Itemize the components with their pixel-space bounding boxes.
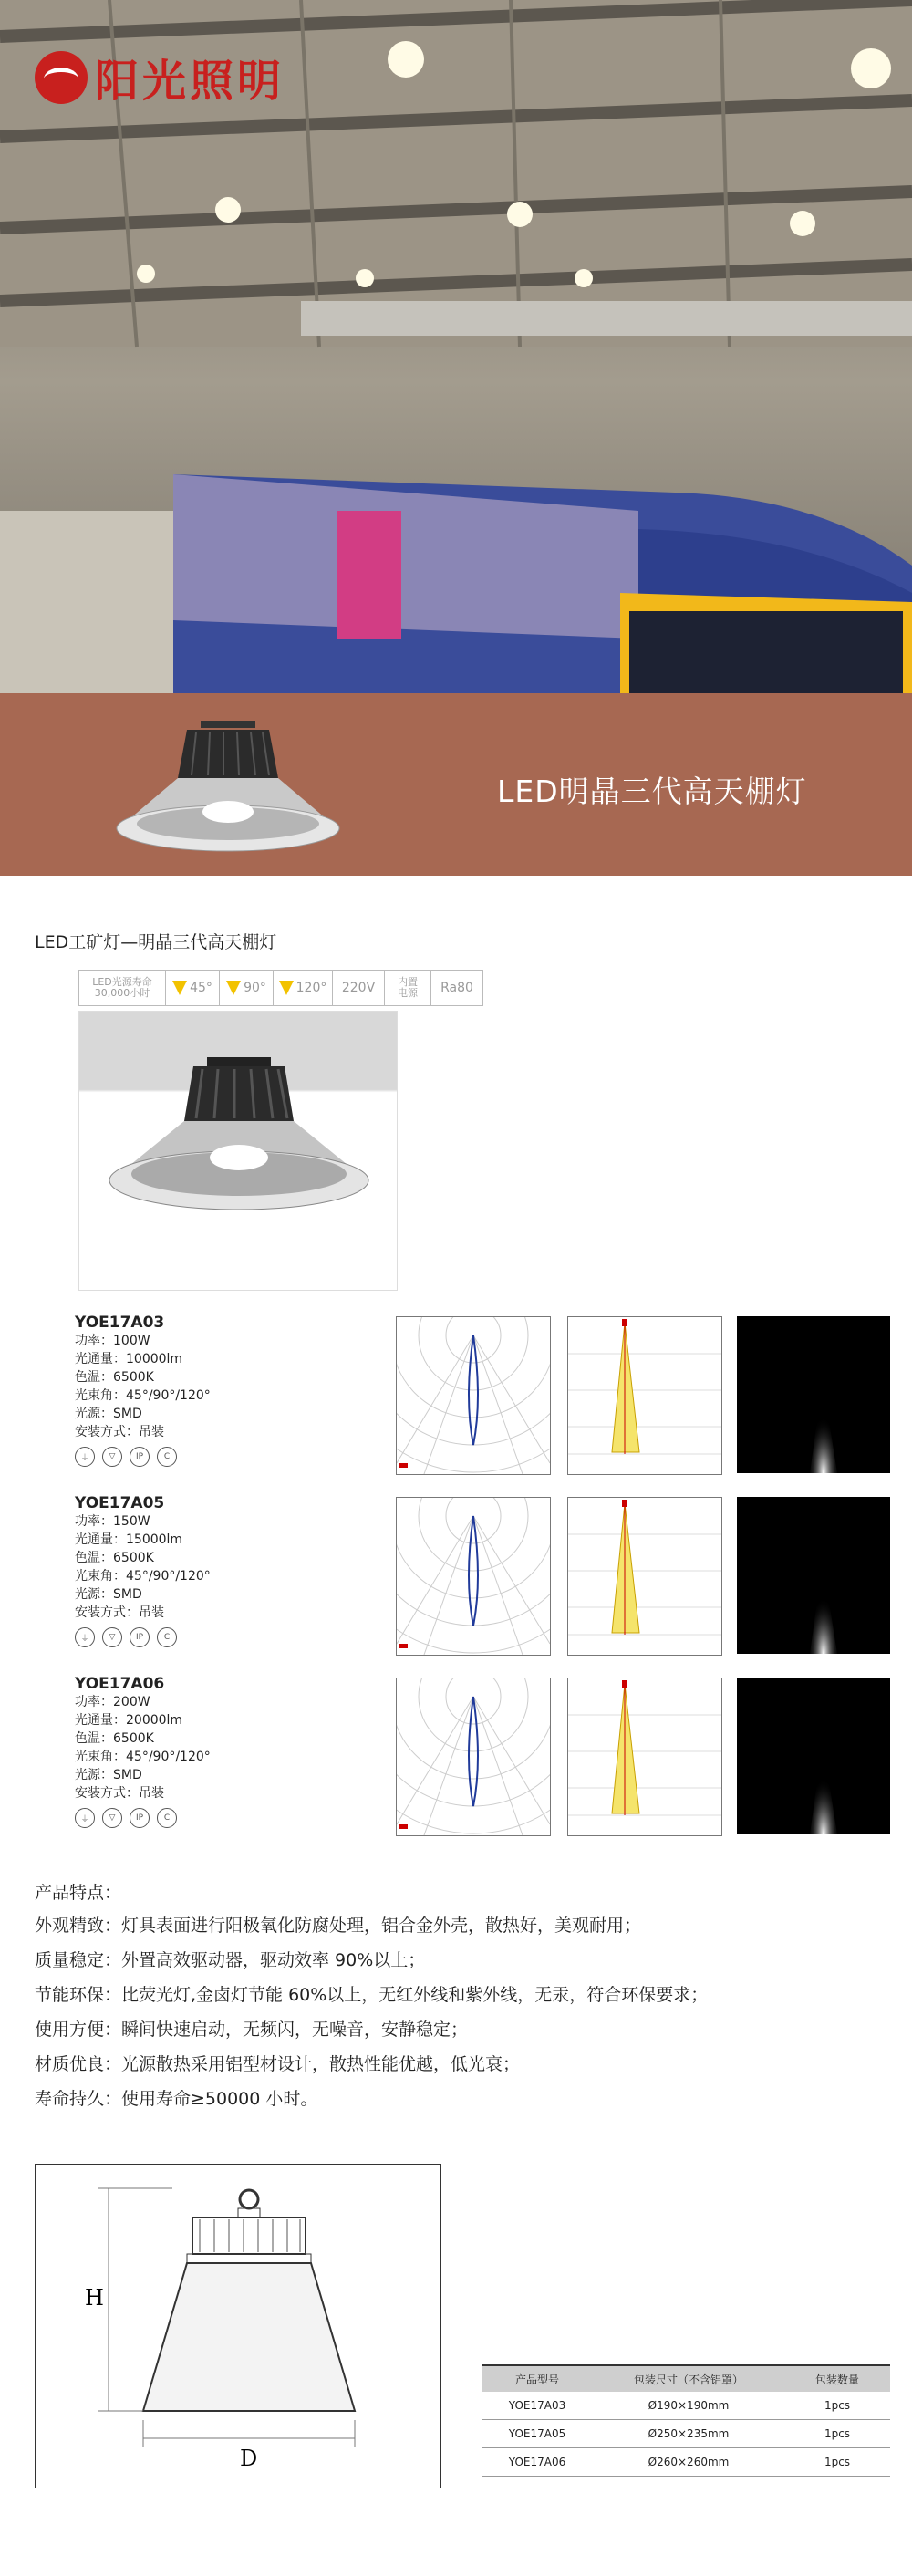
spec-mount: 安装方式：吊装 (75, 1425, 164, 1439)
table-row (482, 2448, 890, 2477)
beam-photo (737, 1316, 890, 1473)
model-name: YOE17A03 (75, 1314, 165, 1332)
beam-photo (737, 1497, 890, 1654)
ccc-icon: C (157, 1808, 177, 1828)
beam-cone-diagram (567, 1678, 722, 1836)
spec-power: 功率：100W (75, 1334, 150, 1348)
spec-mount: 安装方式：吊装 (75, 1605, 164, 1620)
model-name: YOE17A05 (75, 1494, 165, 1512)
spec-cct: 色温：6500K (75, 1551, 154, 1565)
cert-icons (75, 1808, 211, 1828)
ground-icon: ⏚ (75, 1447, 95, 1467)
badge-45: 45° (166, 971, 220, 1005)
spec-cct: 色温：6500K (75, 1370, 154, 1385)
spec-beam: 光束角：45°/90°/120° (75, 1750, 211, 1764)
badge-90: 90° (220, 971, 274, 1005)
table-row (482, 2392, 890, 2420)
banner-lamp-image (109, 710, 347, 860)
f-mark-icon: ▽ (102, 1447, 122, 1467)
height-label: H (85, 2285, 104, 2311)
spec-beam: 光束角：45°/90°/120° (75, 1388, 211, 1403)
polar-distribution-diagram (396, 1497, 551, 1656)
brand-name: 阳光照明 (95, 56, 285, 107)
spec-source: 光源：SMD (75, 1768, 142, 1782)
f-mark-icon: ▽ (102, 1808, 122, 1828)
beam-cone-diagram (567, 1316, 722, 1475)
feature-item: 外观精致：灯具表面进行阳极氧化防腐处理，铝合金外壳，散热好，美观耐用； (35, 1916, 642, 1936)
model-spec-2 (75, 1494, 211, 1647)
spec-flux: 光通量：15000lm (75, 1532, 183, 1547)
cell-model: YOE17A03 (508, 2399, 566, 2412)
brand-logo-icon (35, 51, 88, 104)
header-model: 产品型号 (514, 2373, 559, 2386)
features-title: 产品特点： (35, 1883, 122, 1903)
cell-qty: 1pcs (824, 2456, 851, 2468)
diameter-label: D (240, 2446, 258, 2471)
badge-lifetime: LED光源寿命 30,000小时 (79, 971, 166, 1005)
banner-title: LED明晶三代高天棚灯 (497, 774, 807, 809)
header-qty: 包装数量 (814, 2373, 859, 2386)
feature-badges (78, 970, 483, 1006)
model-spec-3 (75, 1675, 211, 1828)
polar-distribution-diagram (396, 1678, 551, 1836)
badge-voltage: 220V (333, 971, 385, 1005)
spec-power: 功率：150W (75, 1514, 150, 1529)
beam-triangle-icon (172, 981, 187, 995)
spec-mount: 安装方式：吊装 (75, 1786, 164, 1801)
cell-size: Ø250×235mm (648, 2427, 730, 2440)
ccc-icon: C (157, 1447, 177, 1467)
table-row (482, 2420, 890, 2448)
table-header (482, 2364, 890, 2392)
cert-icons (75, 1447, 211, 1467)
cell-size: Ø190×190mm (648, 2399, 730, 2412)
spec-beam: 光束角：45°/90°/120° (75, 1569, 211, 1584)
ip-rating-icon: IP (130, 1808, 150, 1828)
f-mark-icon: ▽ (102, 1627, 122, 1647)
badge-120: 120° (274, 971, 333, 1005)
feature-item: 寿命持久：使用寿命≥50000 小时。 (35, 2089, 318, 2109)
beam-photo (737, 1678, 890, 1834)
feature-item: 质量稳定：外置高效驱动器，驱动效率 90%以上； (35, 1950, 426, 1970)
spec-power: 功率：200W (75, 1695, 150, 1709)
product-photo (78, 1011, 398, 1291)
cert-icons (75, 1627, 211, 1647)
beam-triangle-icon (279, 981, 294, 995)
badge-driver: 内置 电源 (385, 971, 431, 1005)
ip-rating-icon: IP (130, 1447, 150, 1467)
brand-logo (35, 46, 285, 109)
spec-source: 光源：SMD (75, 1587, 142, 1602)
model-name: YOE17A06 (75, 1675, 165, 1693)
spec-cct: 色温：6500K (75, 1731, 154, 1746)
spec-source: 光源：SMD (75, 1407, 142, 1421)
polar-distribution-diagram (396, 1316, 551, 1475)
dimension-drawing (35, 2164, 441, 2488)
section-title: LED工矿灯—明晶三代高天棚灯 (35, 932, 277, 952)
ground-icon: ⏚ (75, 1808, 95, 1828)
ground-icon: ⏚ (75, 1627, 95, 1647)
product-lamp-image (79, 1012, 397, 1290)
cell-model: YOE17A06 (508, 2456, 566, 2468)
ccc-icon: C (157, 1627, 177, 1647)
dimension-drawing-svg (36, 2165, 440, 2488)
cell-size: Ø260×260mm (648, 2456, 730, 2468)
ip-rating-icon: IP (130, 1627, 150, 1647)
badge-ra: Ra80 (440, 981, 473, 995)
spec-flux: 光通量：20000lm (75, 1713, 183, 1728)
cell-qty: 1pcs (824, 2399, 851, 2412)
beam-triangle-icon (226, 981, 241, 995)
model-spec-1 (75, 1314, 211, 1467)
feature-item: 节能环保：比荧光灯,金卤灯节能 60%以上，无红外线和紫外线，无汞，符合环保要求； (35, 1985, 709, 2005)
beam-cone-diagram (567, 1497, 722, 1656)
cell-model: YOE17A05 (508, 2427, 566, 2440)
packaging-table (482, 2364, 890, 2477)
header-size: 包装尺寸（不含铝罩） (633, 2373, 743, 2386)
feature-item: 使用方便：瞬间快速启动，无频闪，无噪音，安静稳定； (35, 2020, 469, 2040)
spec-flux: 光通量：10000lm (75, 1352, 183, 1366)
cell-qty: 1pcs (824, 2427, 851, 2440)
feature-item: 材质优良：光源散热采用铝型材设计，散热性能优越，低光衰； (35, 2054, 521, 2074)
